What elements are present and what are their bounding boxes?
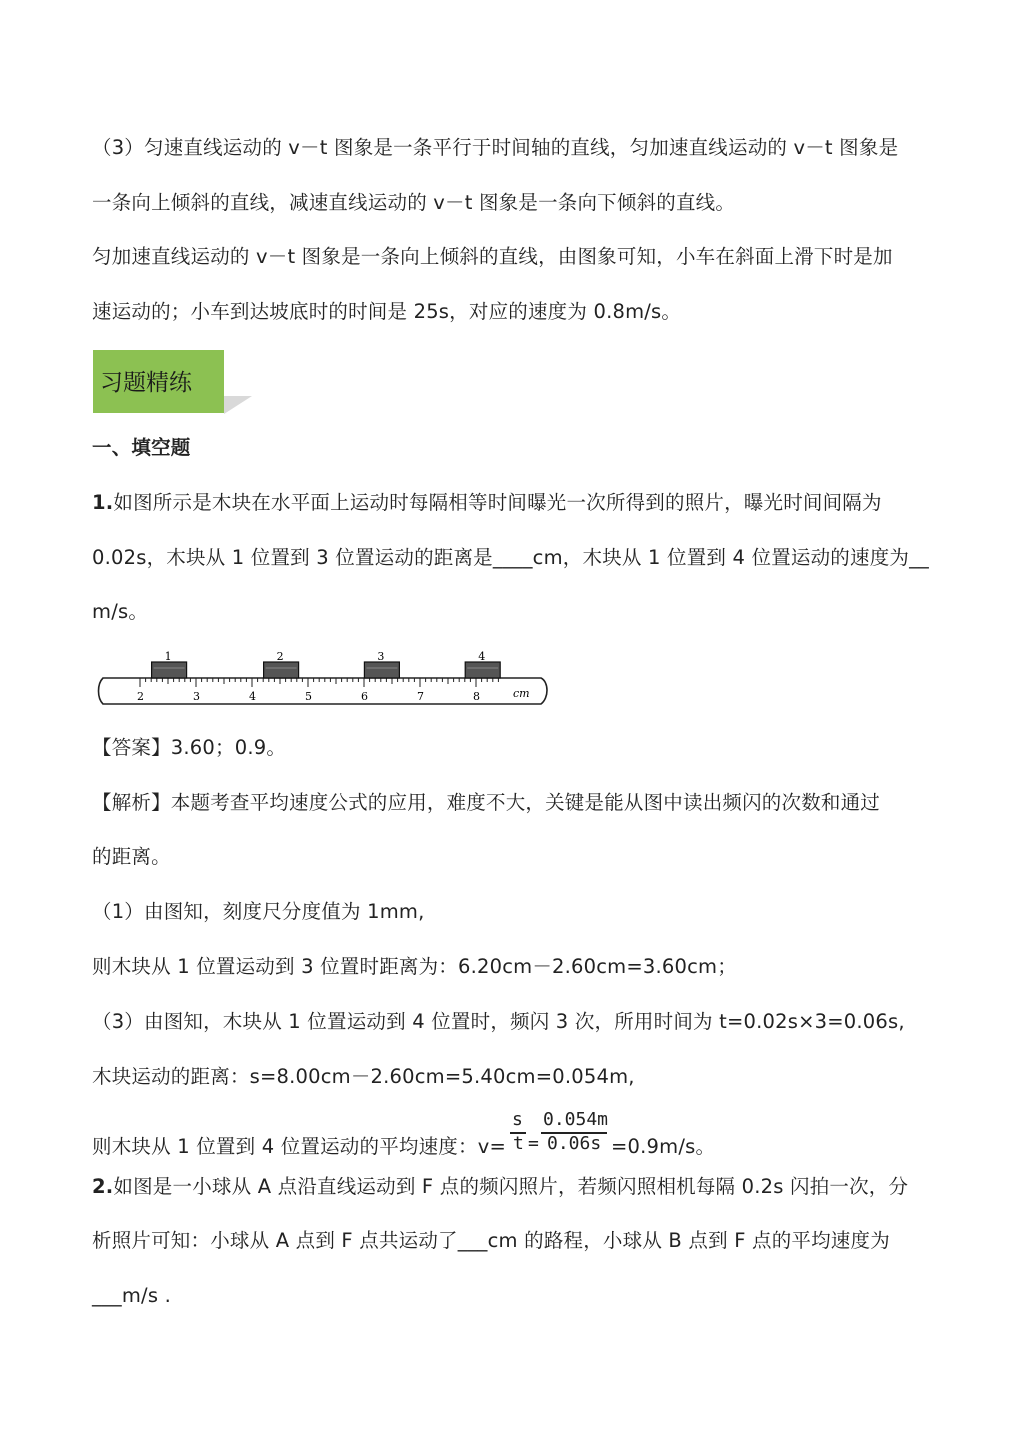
banner-shadow-decoration — [224, 396, 252, 414]
ruler-tick-label: 6 — [361, 690, 368, 703]
fraction-numerator-value: 0.054m — [543, 1109, 609, 1130]
ruler-unit: cm — [513, 687, 530, 700]
block-label: 1 — [164, 650, 172, 663]
question-text: 如图是一小球从 A 点沿直线运动到 F 点的频闪照片，若频闪照相机每隔 0.2s 闪拍一次，分 — [113, 1175, 909, 1198]
fraction-equals: = — [528, 1133, 539, 1154]
question-text: 如图所示是木块在水平面上运动时每隔相等时间曝光一次所得到的照片，曝光时间间隔为 — [113, 491, 882, 514]
section-heading: 一、填空题 — [92, 436, 191, 459]
ruler-tick-label: 8 — [473, 690, 480, 703]
block-label: 2 — [276, 650, 284, 663]
paragraph-line: 匀加速直线运动的 v－t 图象是一条向上倾斜的直线，由图象可知，小车在斜面上滑下时是加 — [92, 245, 893, 268]
paragraph-line: （3）匀速直线运动的 v－t 图象是一条平行于时间轴的直线，匀加速直线运动的 v－t 图象是 — [92, 136, 899, 159]
analysis-line: 【解析】本题考查平均速度公式的应用，难度不大，关键是能从图中读出频闪的次数和通过 — [92, 791, 881, 814]
analysis-step: （1）由图知，刻度尺分度值为 1mm, — [92, 900, 425, 923]
wood-block — [264, 662, 299, 678]
ruler-tick-label: 4 — [249, 690, 256, 703]
wood-block — [152, 662, 187, 678]
question-2-line: ___m/s . — [92, 1284, 171, 1307]
fraction-numerator-s: s — [512, 1109, 523, 1130]
analysis-step: （3）由图知，木块从 1 位置运动到 4 位置时，频闪 3 次，所用时间为 t=0.02s×3=0.06s, — [92, 1010, 905, 1033]
paragraph-line: 一条向上倾斜的直线，减速直线运动的 v－t 图象是一条向下倾斜的直线。 — [92, 191, 736, 214]
analysis-line: 的距离。 — [92, 845, 171, 868]
question-2-line — [92, 1173, 908, 1201]
question-number: 1. — [92, 491, 114, 514]
analysis-step: 则木块从 1 位置运动到 3 位置时距离为：6.20cm－2.60cm=3.60cm； — [92, 955, 737, 978]
analysis-step: 木块运动的距离：s=8.00cm－2.60cm=5.40cm=0.054m, — [92, 1065, 635, 1088]
ruler-photo-figure — [95, 648, 550, 714]
wood-block — [364, 662, 399, 678]
question-number: 2. — [92, 1175, 114, 1198]
wood-block — [465, 662, 500, 678]
ruler-tick-label: 7 — [417, 690, 424, 703]
fraction-denominator-value: 0.06s — [547, 1133, 602, 1154]
ruler-tick-label: 5 — [305, 690, 312, 703]
analysis-step-prefix: 则木块从 1 位置到 4 位置运动的平均速度：v= — [92, 1135, 506, 1158]
fraction-denominator-t: t — [513, 1133, 524, 1154]
analysis-step-suffix: =0.9m/s。 — [611, 1135, 716, 1158]
velocity-fraction — [510, 1108, 610, 1158]
ruler-tick-label: 2 — [137, 690, 144, 703]
question-1-line: m/s。 — [92, 600, 149, 623]
question-1-line — [92, 489, 882, 517]
ruler-tick-label: 3 — [193, 690, 200, 703]
block-label: 3 — [377, 650, 385, 663]
question-1-line: 0.02s，木块从 1 位置到 3 位置运动的距离是____cm，木块从 1 位置到 4 位置运动的速度为__ — [92, 546, 930, 569]
question-2-line: 析照片可知：小球从 A 点到 F 点共运动了___cm 的路程，小球从 B 点到 F 点的平均速度为 — [92, 1229, 890, 1252]
section-banner-title: 习题精练 — [100, 370, 192, 396]
block-label: 4 — [478, 650, 486, 663]
paragraph-line: 速运动的；小车到达坡底时的时间是 25s，对应的速度为 0.8m/s。 — [92, 300, 682, 323]
answer-line: 【答案】3.60；0.9。 — [92, 736, 287, 759]
wood-blocks — [152, 650, 501, 678]
